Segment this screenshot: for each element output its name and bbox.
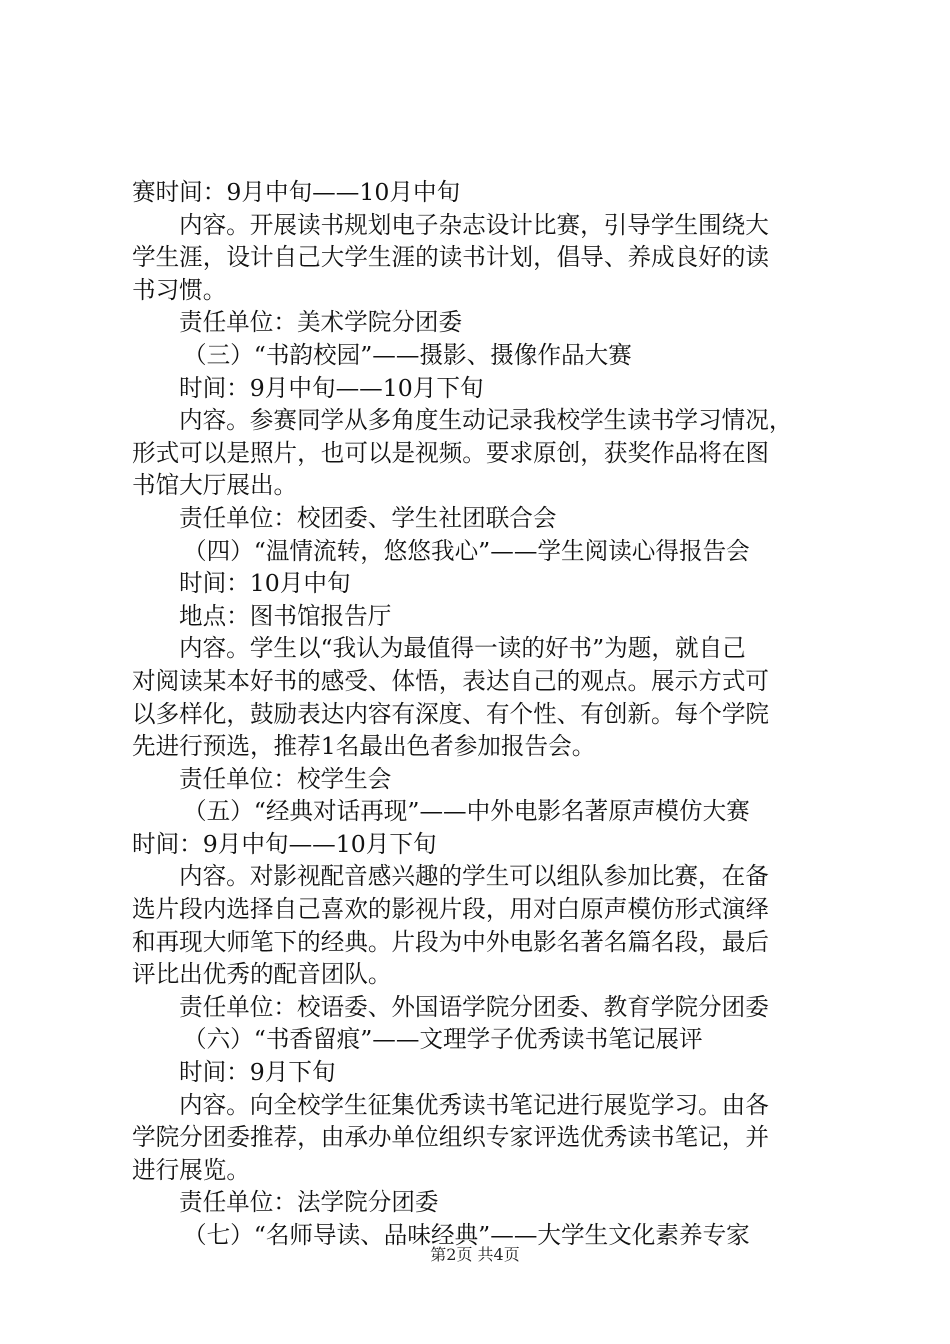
text-line: 内容。参赛同学从多角度生动记录我校学生读书学习情况， [179, 406, 793, 435]
text-line: 地点：图书馆报告厅 [179, 601, 392, 630]
text-line: 学院分团委推荐，由承办单位组织专家评选优秀读书笔记，并 [132, 1123, 770, 1152]
text-line: 责任单位：美术学院分团委 [179, 308, 463, 337]
text-line: 责任单位：校学生会 [179, 764, 392, 793]
text-line: 时间：9月中旬——10月下旬 [179, 373, 484, 402]
text-line: 责任单位：校语委、外国语学院分团委、教育学院分团委 [179, 992, 769, 1021]
text-line: 内容。向全校学生征集优秀读书笔记进行展览学习。由各 [179, 1090, 769, 1119]
section-heading: （六）“书香留痕”——文理学子优秀读书笔记展评 [183, 1025, 703, 1054]
document-body [132, 176, 832, 1252]
section-heading: （三）“书韵校园”——摄影、摄像作品大赛 [183, 340, 632, 369]
text-line: 形式可以是照片，也可以是视频。要求原创，获奖作品将在图 [132, 438, 770, 467]
text-line: 赛时间：9月中旬——10月中旬 [132, 178, 461, 206]
text-line: 内容。对影视配音感兴趣的学生可以组队参加比赛，在备 [179, 862, 769, 891]
text-line: 选片段内选择自己喜欢的影视片段，用对白原声模仿形式演绎 [132, 895, 770, 924]
page-number-footer: 第2页 共4页 [430, 1245, 520, 1264]
text-line: 书习惯。 [132, 275, 227, 304]
text-line: 以多样化，鼓励表达内容有深度、有个性、有创新。每个学院 [132, 699, 770, 728]
text-line: 评比出优秀的配音团队。 [132, 960, 392, 989]
text-line: 内容。开展读书规划电子杂志设计比赛，引导学生围绕大 [179, 210, 769, 239]
text-line: 时间：9月中旬——10月下旬 [132, 829, 437, 858]
text-line: 时间：9月下旬 [179, 1058, 336, 1087]
text-line: 书馆大厅展出。 [132, 471, 298, 500]
text-line: 时间：10月中旬 [179, 569, 351, 598]
text-line: 责任单位：校团委、学生社团联合会 [179, 503, 557, 532]
text-line: 先进行预选，推荐1名最出色者参加报告会。 [132, 732, 596, 761]
text-line: 责任单位：法学院分团委 [179, 1188, 439, 1217]
text-line: 对阅读某本好书的感受、体悟，表达自己的观点。展示方式可 [132, 666, 770, 695]
text-line: 内容。学生以“我认为最值得一读的好书”为题，就自己 [179, 634, 746, 663]
text-line: 和再现大师笔下的经典。片段为中外电影名著名篇名段，最后 [132, 927, 770, 956]
text-line: 学生涯，设计自己大学生涯的读书计划，倡导、养成良好的读 [132, 243, 770, 272]
text-line: 进行展览。 [132, 1155, 250, 1184]
section-heading: （四）“温情流转，悠悠我心”——学生阅读心得报告会 [183, 536, 750, 565]
section-heading: （七）“名师导读、品味经典”——大学生文化素养专家 [183, 1221, 750, 1249]
section-heading: （五）“经典对话再现”——中外电影名著原声模仿大赛 [183, 797, 750, 826]
